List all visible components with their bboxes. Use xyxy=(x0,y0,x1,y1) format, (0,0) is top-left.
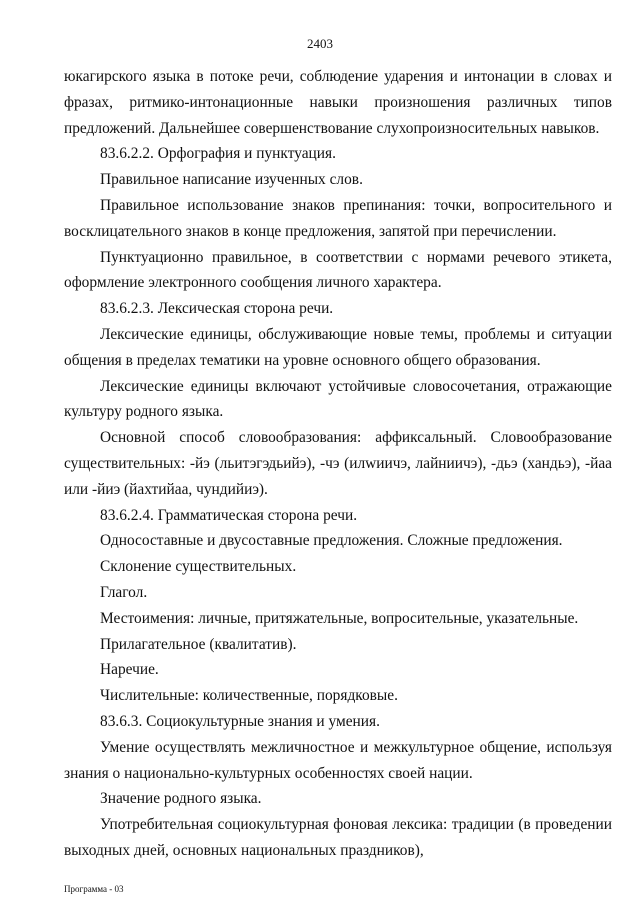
paragraph: Лексические единицы включают устойчивые словосочетания, отражающие культуру родного языка. xyxy=(64,377,612,421)
section-heading-lexical: 83.6.2.3. Лексическая сторона речи. xyxy=(100,300,334,318)
document-body xyxy=(64,64,612,864)
paragraph: Глагол. xyxy=(100,583,148,601)
paragraph: Лексические единицы, обслуживающие новые темы, проблемы и ситуации общения в пределах тематики на уровне основного общего образования. xyxy=(64,325,612,369)
paragraph: Склонение существительных. xyxy=(100,558,297,576)
paragraph: Правильное написание изученных слов. xyxy=(100,171,363,189)
paragraph: Местоимения: личные, притяжательные, вопросительные, указательные. xyxy=(100,609,579,627)
paragraph: Односоставные и двусоставные предложения. Сложные предложения. xyxy=(100,532,563,550)
paragraph: Наречие. xyxy=(100,661,159,679)
paragraph: Числительные: количественные, порядковые. xyxy=(100,687,398,705)
section-heading-sociocultural: 83.6.3. Социокультурные знания и умения. xyxy=(100,712,380,730)
paragraph: Прилагательное (квалитатив). xyxy=(100,635,297,653)
footer-label: Программа - 03 xyxy=(64,884,124,894)
paragraph: Умение осуществлять межличностное и межкультурное общение, используя знания о национально-культурных особенностях своей нации. xyxy=(64,738,612,782)
paragraph: Основной способ словообразования: аффиксальный. Словообразование существительных: -йэ (льитэгэдьийэ), -чэ (илwиичэ, лайниичэ), -дьэ (хандьэ), -йаа или -йиэ (йахтийаа, чундийиэ). xyxy=(64,429,612,498)
page-number: 2403 xyxy=(307,36,333,51)
section-heading-orthography: 83.6.2.2. Орфография и пунктуация. xyxy=(100,145,336,163)
paragraph: Употребительная социокультурная фоновая лексика: традиции (в проведении выходных дней, основных национальных праздников), xyxy=(64,816,612,859)
section-heading-grammar: 83.6.2.4. Грамматическая сторона речи. xyxy=(100,506,358,524)
paragraph: Правильное использование знаков препинания: точки, вопросительного и восклицательного знаков в конце предложения, запятой при перечислении. xyxy=(64,196,612,240)
paragraph: Значение родного языка. xyxy=(100,790,262,808)
paragraph: юкагирского языка в потоке речи, соблюдение ударения и интонации в словах и фразах, ритмико-интонационные навыки произношения различных типов предложений. Дальнейшее совершенствование слухопроизносительных навыков. xyxy=(64,68,612,137)
paragraph: Пунктуационно правильное, в соответствии с нормами речевого этикета, оформление электронного сообщения личного характера. xyxy=(64,248,612,292)
